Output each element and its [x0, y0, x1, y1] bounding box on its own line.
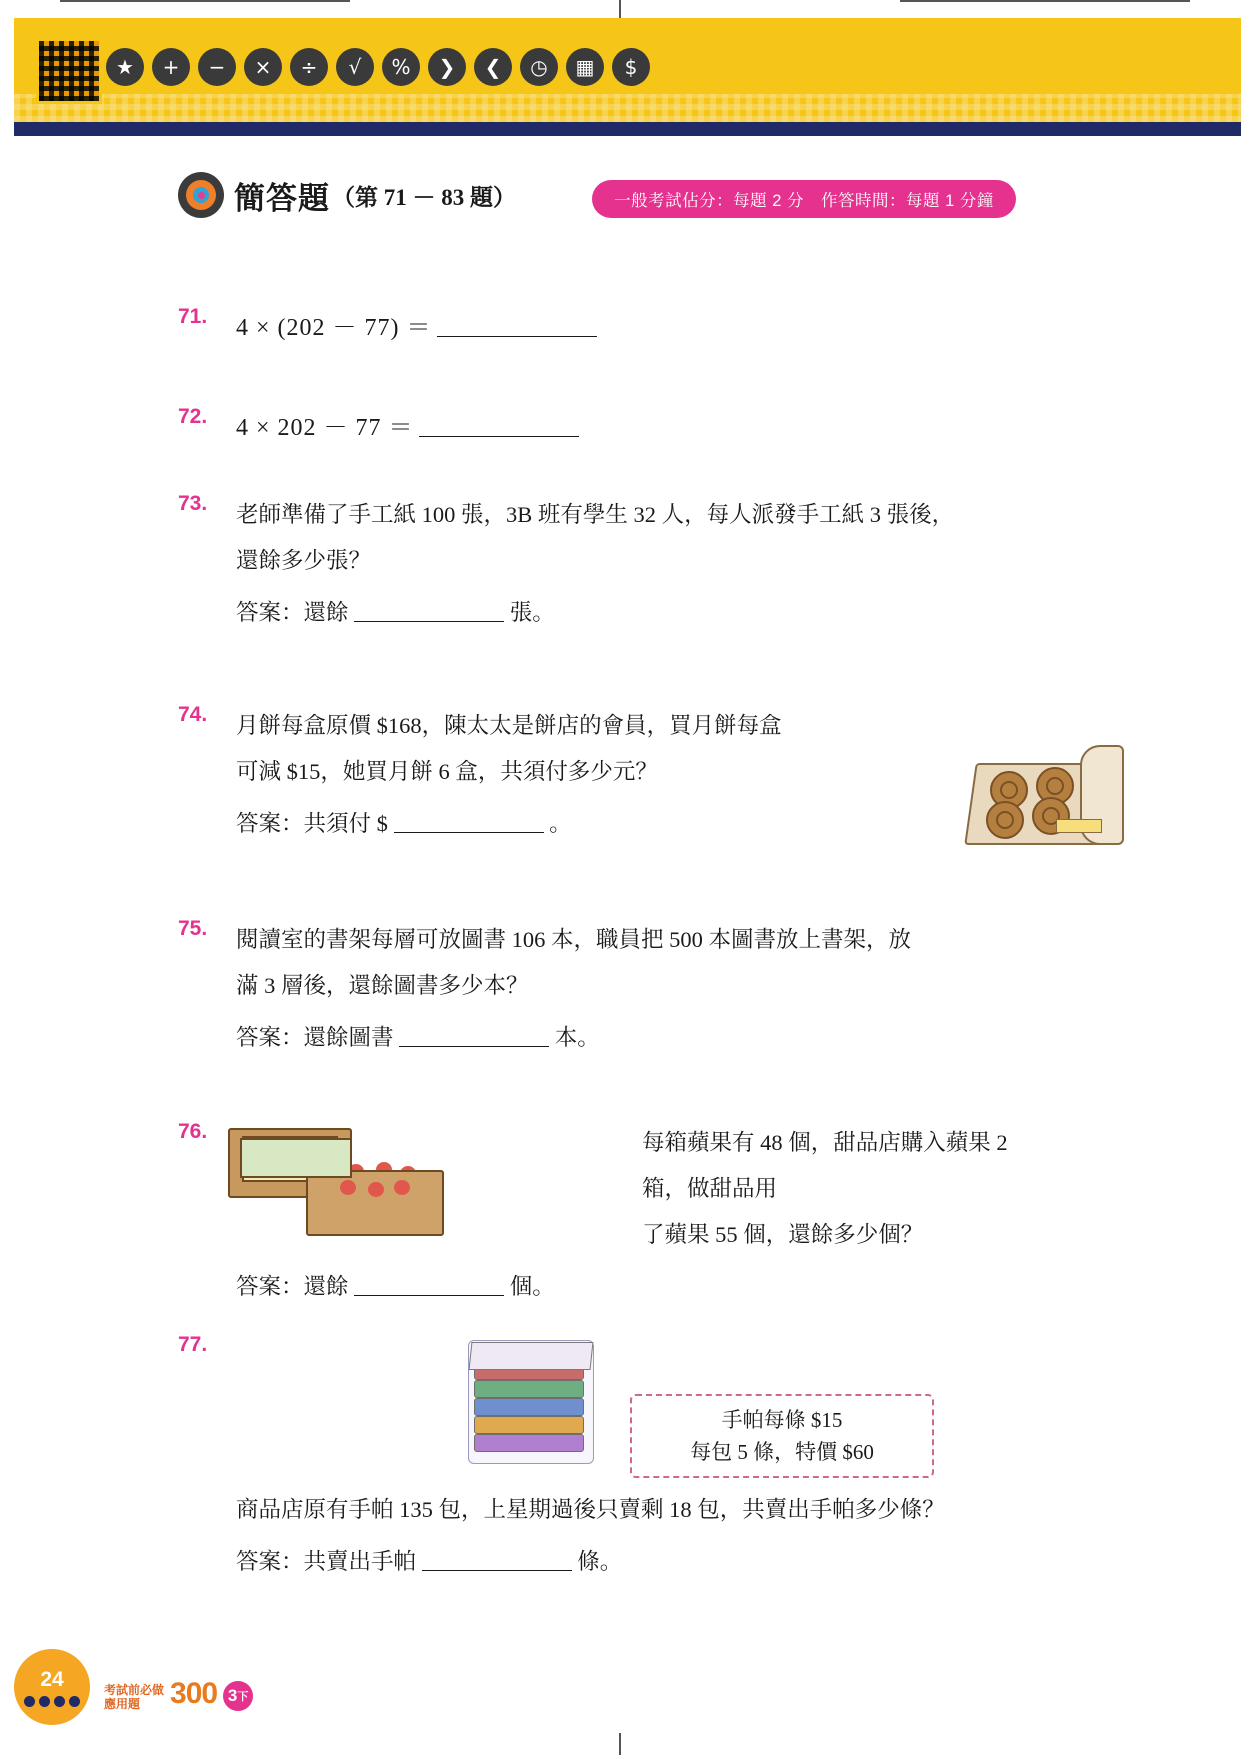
- question-number: 77.: [178, 1333, 208, 1356]
- answer-suffix: 。: [549, 811, 572, 836]
- page-header-band: [14, 18, 1241, 136]
- grade-badge: [223, 1681, 253, 1711]
- expression: 4 × (202 － 77) ＝: [236, 315, 432, 341]
- footer-dot-row: [24, 1696, 80, 1707]
- answer-suffix: 張。: [509, 600, 555, 625]
- question-number: 74.: [178, 703, 208, 726]
- answer-prefix: 答案：還餘: [236, 1274, 349, 1299]
- answer-prefix: 答案：還餘圖書: [236, 1025, 394, 1050]
- section-question-range: （第 71 － 83 題）: [332, 184, 516, 210]
- answer-blank[interactable]: [354, 596, 504, 622]
- price-info-box: [630, 1394, 934, 1478]
- calendar-icon: ▦: [566, 48, 604, 86]
- star-icon: ★: [106, 48, 144, 86]
- crop-mark-top-left: [60, 0, 350, 2]
- multiply-icon: ×: [244, 48, 282, 86]
- question-text-line-1: 商品店原有手帕 135 包，上星期過後只賣剩 18 包，共賣出手帕多少條？: [236, 1497, 945, 1522]
- price-line-2: 每包 5 條，特價 $60: [690, 1440, 874, 1464]
- question-number: 75.: [178, 917, 208, 940]
- question-number: 72.: [178, 405, 208, 428]
- answer-blank[interactable]: [419, 411, 579, 437]
- crop-mark-bottom-center: [619, 1733, 621, 1755]
- expression: 4 × 202 － 77 ＝: [236, 415, 414, 441]
- divide-icon: ÷: [290, 48, 328, 86]
- minus-icon: −: [198, 48, 236, 86]
- question-text-line-1: 老師準備了手工紙 100 張，3B 班有學生 32 人，每人派發手工紙 3 張後，: [236, 502, 955, 527]
- question-body: [236, 492, 1058, 636]
- page-number: 24: [40, 1667, 64, 1691]
- answer-prefix: 答案：還餘: [236, 600, 349, 625]
- mooncake-box-illustration: [960, 735, 1130, 855]
- handkerchief-stack-illustration: [470, 1340, 600, 1470]
- header-dot-pattern: [14, 94, 1241, 122]
- logo-subtitle-line-2: 應用題: [104, 1697, 141, 1711]
- apple-boxes-illustration: [228, 1128, 448, 1238]
- answer-blank[interactable]: [354, 1270, 504, 1296]
- plus-icon: +: [152, 48, 190, 86]
- greater-than-icon: ❯: [428, 48, 466, 86]
- section-title: 簡答題: [234, 180, 330, 216]
- question-71: [178, 305, 1058, 351]
- question-text-line-1: 月餅每盒原價 $168，陳太太是餅店的會員，買月餅每盒: [236, 713, 782, 738]
- question-text-line-2: 滿 3 層後，還餘圖書多少本？: [236, 973, 529, 998]
- page-number-badge: [14, 1649, 90, 1725]
- section-heading: [178, 172, 516, 218]
- answer-prefix: 答案：共賣出手帕: [236, 1549, 417, 1574]
- question-72: [178, 405, 1058, 451]
- answer-line: [236, 1015, 1058, 1061]
- percent-icon: %: [382, 48, 420, 86]
- question-text-line-1: 每箱蘋果有 48 個，甜品店購入蘋果 2 箱，做甜品用: [642, 1130, 1008, 1201]
- target-icon: [178, 172, 224, 218]
- answer-line: [236, 1264, 1058, 1310]
- logo-series-number: 300: [170, 1677, 218, 1710]
- answer-prefix: 答案：共須付 $: [236, 811, 388, 836]
- question-body: [236, 1487, 1058, 1585]
- answer-suffix: 條。: [577, 1549, 623, 1574]
- sqrt-icon: √: [336, 48, 374, 86]
- question-text-line-2: 了蘋果 55 個，還餘多少個？: [642, 1222, 924, 1247]
- question-text-line-2: 可減 $15，她買月餅 6 盒，共須付多少元？: [236, 759, 658, 784]
- math-operator-icon-row: [106, 48, 650, 86]
- answer-blank[interactable]: [399, 1021, 549, 1047]
- exam-info-badge: 一般考試佔分：每題 2 分 作答時間：每題 1 分鐘: [592, 180, 1016, 218]
- price-line-1: 手帕每條 $15: [721, 1408, 843, 1432]
- dollar-icon: $: [612, 48, 650, 86]
- question-text-line-1: 閱讀室的書架每層可放圖書 106 本，職員把 500 本圖書放上書架，放: [236, 927, 912, 952]
- answer-suffix: 本。: [554, 1025, 600, 1050]
- grade-term: 下: [237, 1691, 249, 1703]
- answer-line: [236, 1539, 1058, 1585]
- answer-blank[interactable]: [394, 807, 544, 833]
- grade-number: 3: [227, 1686, 238, 1705]
- book-logo: [104, 1677, 253, 1711]
- answer-blank[interactable]: [437, 311, 597, 337]
- question-text-line-2: 還餘多少張？: [236, 548, 372, 573]
- question-number: 71.: [178, 305, 208, 328]
- crop-mark-top-right: [900, 0, 1190, 2]
- less-than-icon: ❮: [474, 48, 512, 86]
- question-body: [236, 703, 878, 847]
- qr-code-icon: [36, 38, 102, 104]
- question-number: 76.: [178, 1120, 208, 1143]
- question-number: 73.: [178, 492, 208, 515]
- answer-line: [236, 801, 878, 847]
- answer-line: [236, 590, 1058, 636]
- clock-icon: ◷: [520, 48, 558, 86]
- question-77-text: [178, 1487, 1058, 1585]
- logo-subtitle-line-1: 考試前必做: [104, 1683, 165, 1697]
- question-body: [236, 917, 1058, 1061]
- question-body: [236, 305, 1058, 351]
- question-body: [236, 405, 1058, 451]
- question-75: [178, 917, 1058, 1061]
- question-73: [178, 492, 1058, 636]
- question-74: [178, 703, 878, 847]
- answer-blank[interactable]: [422, 1545, 572, 1571]
- answer-suffix: 個。: [509, 1274, 555, 1299]
